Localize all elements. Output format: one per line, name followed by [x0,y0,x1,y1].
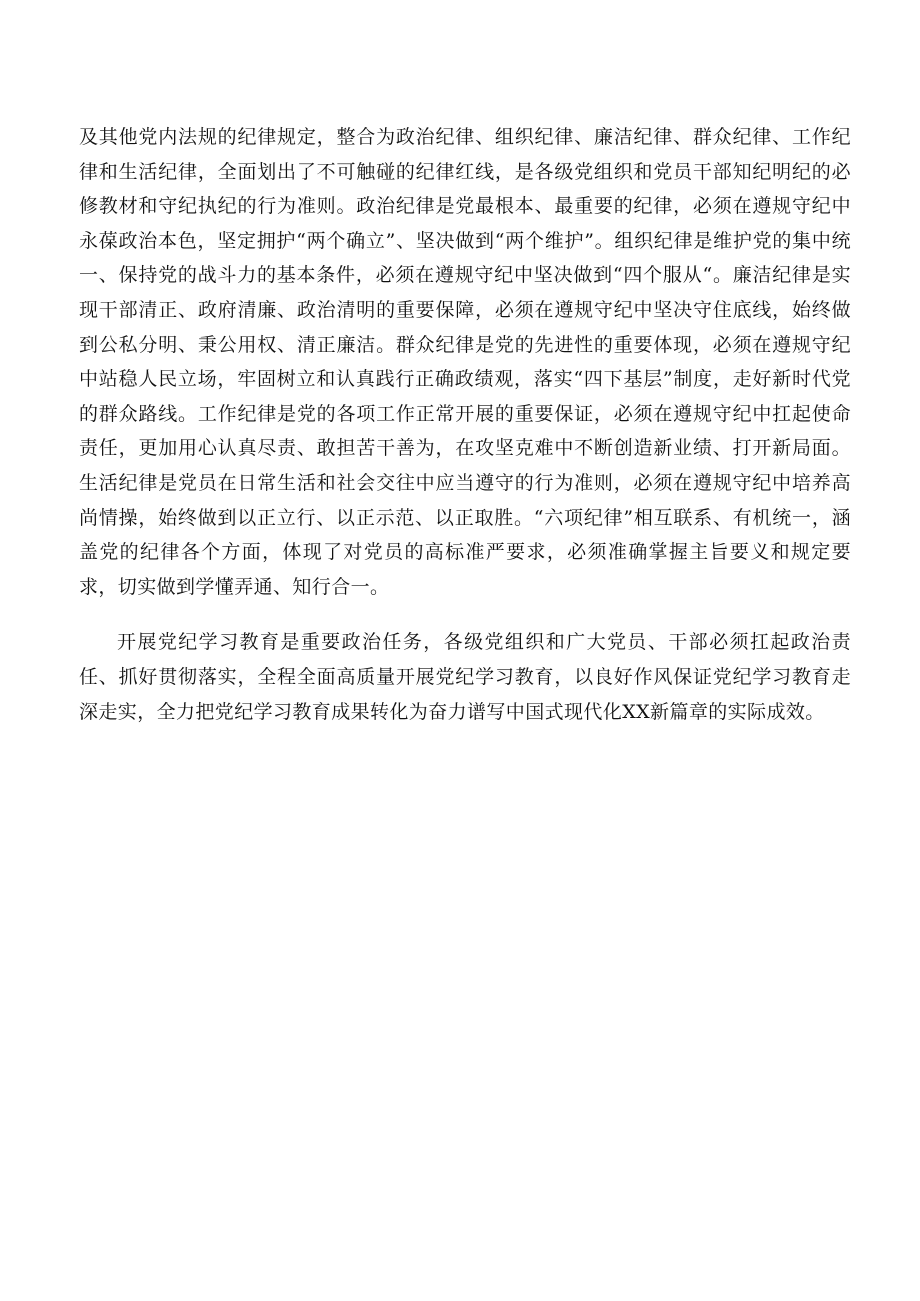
body-paragraph-2: 开展党纪学习教育是重要政治任务，各级党组织和广大党员、干部必须扛起政治责任、抓好贯彻落实，全程全面高质量开展党纪学习教育，以良好作风保证党纪学习教育走深走实，全力把党纪学习教育成果转化为奋力谱写中国式现代化XX新篇章的实际成效。 [79,631,851,723]
document-body [79,120,851,729]
body-paragraph-1: 及其他党内法规的纪律规定，整合为政治纪律、组织纪律、廉洁纪律、群众纪律、工作纪律和生活纪律，全面划出了不可触碰的纪律红线，是各级党组织和党员干部知纪明纪的必修教材和守纪执纪的行为准则。政治纪律是党最根本、最重要的纪律，必须在遵规守纪中永葆政治本色，坚定拥护“两个确立”、坚决做到“两个维护”。组织纪律是维护党的集中统一、保持党的战斗力的基本条件，必须在遵规守纪中坚决做到“四个服从“。廉洁纪律是实现干部清正、政府清廉、政治清明的重要保障，必须在遵规守纪中坚决守住底线，始终做到公私分明、秉公用权、清正廉洁。群众纪律是党的先进性的重要体现，必须在遵规守纪中站稳人民立场，牢固树立和认真践行正确政绩观，落实“四下基层”制度，走好新时代党的群众路线。工作纪律是党的各项工作正常开展的重要保证，必须在遵规守纪中扛起使命责任，更加用心认真尽责、敢担苦干善为，在攻坚克难中不断创造新业绩、打开新局面。生活纪律是党员在日常生活和社会交往中应当遵守的行为准则，必须在遵规守纪中培养高尚情操，始终做到以正立行、以正示范、以正取胜。“六项纪律”相互联系、有机统一，涵盖党的纪律各个方面，体现了对党员的高标准严要求，必须准确掌握主旨要义和规定要求，切实做到学懂弄通、知行合一。 [79,126,851,598]
